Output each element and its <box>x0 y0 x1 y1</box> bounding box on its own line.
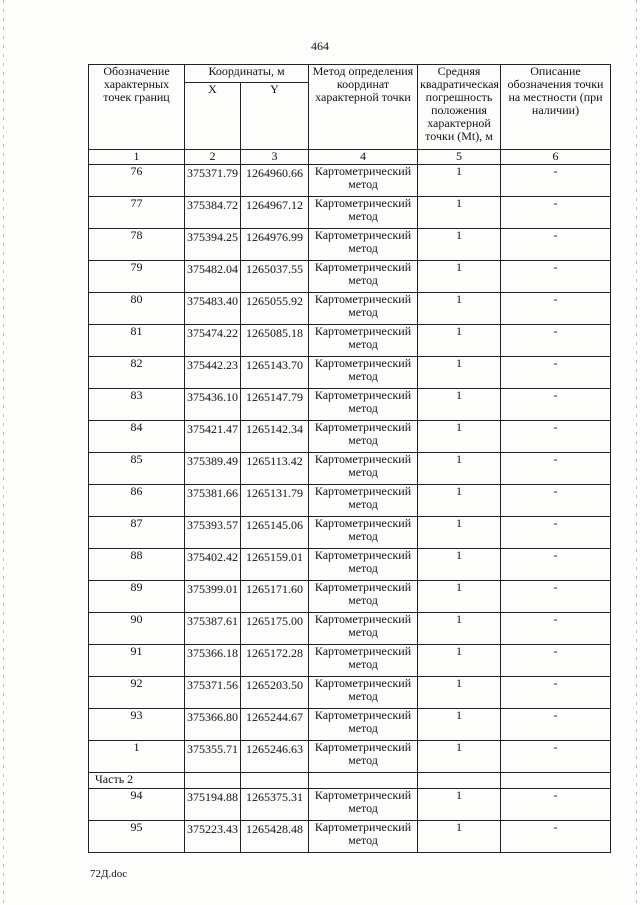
error-cell: 1 <box>418 741 501 773</box>
error-cell: 1 <box>418 229 501 261</box>
description-cell: - <box>501 357 611 389</box>
empty-cell <box>418 773 501 789</box>
description-cell: - <box>501 821 611 853</box>
method-cell: Картометрический метод <box>309 677 418 709</box>
error-cell: 1 <box>418 453 501 485</box>
method-cell: Картометрический метод <box>309 741 418 773</box>
method-cell: Картометрический метод <box>309 421 418 453</box>
x-coordinate-cell: 375482.04 <box>185 261 241 293</box>
empty-cell <box>501 773 611 789</box>
method-cell: Картометрический метод <box>309 325 418 357</box>
method-cell: Картометрический метод <box>309 293 418 325</box>
error-cell: 1 <box>418 645 501 677</box>
header-point-designation: Обозначение характерных точек границ <box>89 65 185 150</box>
point-cell: 1 <box>89 741 185 773</box>
y-coordinate-cell: 1265055.92 <box>241 293 309 325</box>
table-row <box>89 613 611 645</box>
empty-cell <box>241 773 309 789</box>
method-cell: Картометрический метод <box>309 645 418 677</box>
table-row <box>89 293 611 325</box>
x-coordinate-cell: 375387.61 <box>185 613 241 645</box>
part-label-row <box>89 773 611 789</box>
table-row <box>89 229 611 261</box>
method-cell: Картометрический метод <box>309 453 418 485</box>
method-cell: Картометрический метод <box>309 709 418 741</box>
table-row <box>89 821 611 853</box>
method-cell: Картометрический метод <box>309 357 418 389</box>
error-cell: 1 <box>418 821 501 853</box>
error-cell: 1 <box>418 389 501 421</box>
table-row <box>89 325 611 357</box>
column-number-cell: 6 <box>501 150 611 165</box>
method-cell: Картометрический метод <box>309 821 418 853</box>
y-coordinate-cell: 1265375.31 <box>241 789 309 821</box>
x-coordinate-cell: 375402.42 <box>185 549 241 581</box>
x-coordinate-cell: 375223.43 <box>185 821 241 853</box>
description-cell: - <box>501 677 611 709</box>
column-number-cell: 1 <box>89 150 185 165</box>
y-coordinate-cell: 1265037.55 <box>241 261 309 293</box>
method-cell: Картометрический метод <box>309 581 418 613</box>
y-coordinate-cell: 1265428.48 <box>241 821 309 853</box>
x-coordinate-cell: 375355.71 <box>185 741 241 773</box>
point-cell: 80 <box>89 293 185 325</box>
point-cell: 92 <box>89 677 185 709</box>
method-cell: Картометрический метод <box>309 389 418 421</box>
y-coordinate-cell: 1265246.63 <box>241 741 309 773</box>
table-row <box>89 789 611 821</box>
description-cell: - <box>501 485 611 517</box>
column-number-cell: 5 <box>418 150 501 165</box>
description-cell: - <box>501 741 611 773</box>
x-coordinate-cell: 375371.56 <box>185 677 241 709</box>
x-coordinate-cell: 375384.72 <box>185 197 241 229</box>
right-scan-edge <box>636 0 637 905</box>
y-coordinate-cell: 1264967.12 <box>241 197 309 229</box>
point-cell: 77 <box>89 197 185 229</box>
table-row <box>89 357 611 389</box>
error-cell: 1 <box>418 789 501 821</box>
column-number-cell: 3 <box>241 150 309 165</box>
table-row <box>89 741 611 773</box>
table-row <box>89 197 611 229</box>
column-number-row <box>89 150 611 165</box>
y-coordinate-cell: 1265143.70 <box>241 357 309 389</box>
point-cell: 95 <box>89 821 185 853</box>
y-coordinate-cell: 1264976.99 <box>241 229 309 261</box>
error-cell: 1 <box>418 709 501 741</box>
x-coordinate-cell: 375436.10 <box>185 389 241 421</box>
point-cell: 90 <box>89 613 185 645</box>
point-cell: 86 <box>89 485 185 517</box>
point-cell: 78 <box>89 229 185 261</box>
point-cell: 85 <box>89 453 185 485</box>
error-cell: 1 <box>418 517 501 549</box>
y-coordinate-cell: 1265203.50 <box>241 677 309 709</box>
description-cell: - <box>501 389 611 421</box>
y-coordinate-cell: 1265145.06 <box>241 517 309 549</box>
description-cell: - <box>501 453 611 485</box>
page-number: 464 <box>311 39 329 53</box>
table-row <box>89 389 611 421</box>
description-cell: - <box>501 549 611 581</box>
x-coordinate-cell: 375366.18 <box>185 645 241 677</box>
error-cell: 1 <box>418 613 501 645</box>
point-cell: 93 <box>89 709 185 741</box>
point-cell: 84 <box>89 421 185 453</box>
error-cell: 1 <box>418 549 501 581</box>
point-cell: 79 <box>89 261 185 293</box>
header-row <box>89 65 611 83</box>
table-row <box>89 645 611 677</box>
x-coordinate-cell: 375474.22 <box>185 325 241 357</box>
header-mean-error: Средняя квадратическая погрешность положения характерной точки (Mt), м <box>418 65 501 150</box>
point-cell: 87 <box>89 517 185 549</box>
point-cell: 81 <box>89 325 185 357</box>
header-y: Y <box>241 83 309 150</box>
y-coordinate-cell: 1265085.18 <box>241 325 309 357</box>
coordinates-table <box>88 64 611 853</box>
table-row <box>89 549 611 581</box>
point-cell: 89 <box>89 581 185 613</box>
part-label: Часть 2 <box>89 773 185 789</box>
error-cell: 1 <box>418 325 501 357</box>
x-coordinate-cell: 375371.79 <box>185 165 241 197</box>
y-coordinate-cell: 1265244.67 <box>241 709 309 741</box>
table-row <box>89 165 611 197</box>
y-coordinate-cell: 1265175.00 <box>241 613 309 645</box>
table-row <box>89 581 611 613</box>
x-coordinate-cell: 375399.01 <box>185 581 241 613</box>
description-cell: - <box>501 261 611 293</box>
method-cell: Картометрический метод <box>309 613 418 645</box>
table-row <box>89 709 611 741</box>
error-cell: 1 <box>418 421 501 453</box>
x-coordinate-cell: 375483.40 <box>185 293 241 325</box>
table-row <box>89 517 611 549</box>
x-coordinate-cell: 375394.25 <box>185 229 241 261</box>
y-coordinate-cell: 1265147.79 <box>241 389 309 421</box>
y-coordinate-cell: 1265142.34 <box>241 421 309 453</box>
header-method: Метод определения координат характерной точки <box>309 65 418 150</box>
file-name-footer: 72Д.doc <box>90 868 128 880</box>
x-coordinate-cell: 375421.47 <box>185 421 241 453</box>
description-cell: - <box>501 709 611 741</box>
point-cell: 83 <box>89 389 185 421</box>
error-cell: 1 <box>418 485 501 517</box>
description-cell: - <box>501 229 611 261</box>
table-row <box>89 421 611 453</box>
method-cell: Картометрический метод <box>309 485 418 517</box>
left-scan-edge <box>3 0 4 905</box>
description-cell: - <box>501 421 611 453</box>
x-coordinate-cell: 375393.57 <box>185 517 241 549</box>
method-cell: Картометрический метод <box>309 229 418 261</box>
point-cell: 88 <box>89 549 185 581</box>
empty-cell <box>309 773 418 789</box>
header-x: X <box>185 83 241 150</box>
x-coordinate-cell: 375366.80 <box>185 709 241 741</box>
method-cell: Картометрический метод <box>309 517 418 549</box>
method-cell: Картометрический метод <box>309 789 418 821</box>
description-cell: - <box>501 645 611 677</box>
description-cell: - <box>501 789 611 821</box>
error-cell: 1 <box>418 293 501 325</box>
empty-cell <box>185 773 241 789</box>
y-coordinate-cell: 1265172.28 <box>241 645 309 677</box>
error-cell: 1 <box>418 357 501 389</box>
y-coordinate-cell: 1264960.66 <box>241 165 309 197</box>
y-coordinate-cell: 1265113.42 <box>241 453 309 485</box>
x-coordinate-cell: 375442.23 <box>185 357 241 389</box>
table-row <box>89 485 611 517</box>
header-coordinates-group: Координаты, м <box>185 65 309 83</box>
point-cell: 94 <box>89 789 185 821</box>
column-number-cell: 2 <box>185 150 241 165</box>
error-cell: 1 <box>418 165 501 197</box>
description-cell: - <box>501 165 611 197</box>
description-cell: - <box>501 325 611 357</box>
method-cell: Картометрический метод <box>309 261 418 293</box>
description-cell: - <box>501 517 611 549</box>
error-cell: 1 <box>418 677 501 709</box>
table-row <box>89 261 611 293</box>
error-cell: 1 <box>418 197 501 229</box>
header-description: Описание обозначения точки на местности (при наличии) <box>501 65 611 150</box>
x-coordinate-cell: 375194.88 <box>185 789 241 821</box>
method-cell: Картометрический метод <box>309 549 418 581</box>
y-coordinate-cell: 1265159.01 <box>241 549 309 581</box>
description-cell: - <box>501 581 611 613</box>
description-cell: - <box>501 613 611 645</box>
table-row <box>89 453 611 485</box>
method-cell: Картометрический метод <box>309 165 418 197</box>
description-cell: - <box>501 293 611 325</box>
error-cell: 1 <box>418 261 501 293</box>
column-number-cell: 4 <box>309 150 418 165</box>
method-cell: Картометрический метод <box>309 197 418 229</box>
table-row <box>89 677 611 709</box>
point-cell: 76 <box>89 165 185 197</box>
y-coordinate-cell: 1265131.79 <box>241 485 309 517</box>
x-coordinate-cell: 375389.49 <box>185 453 241 485</box>
x-coordinate-cell: 375381.66 <box>185 485 241 517</box>
description-cell: - <box>501 197 611 229</box>
error-cell: 1 <box>418 581 501 613</box>
point-cell: 91 <box>89 645 185 677</box>
point-cell: 82 <box>89 357 185 389</box>
y-coordinate-cell: 1265171.60 <box>241 581 309 613</box>
